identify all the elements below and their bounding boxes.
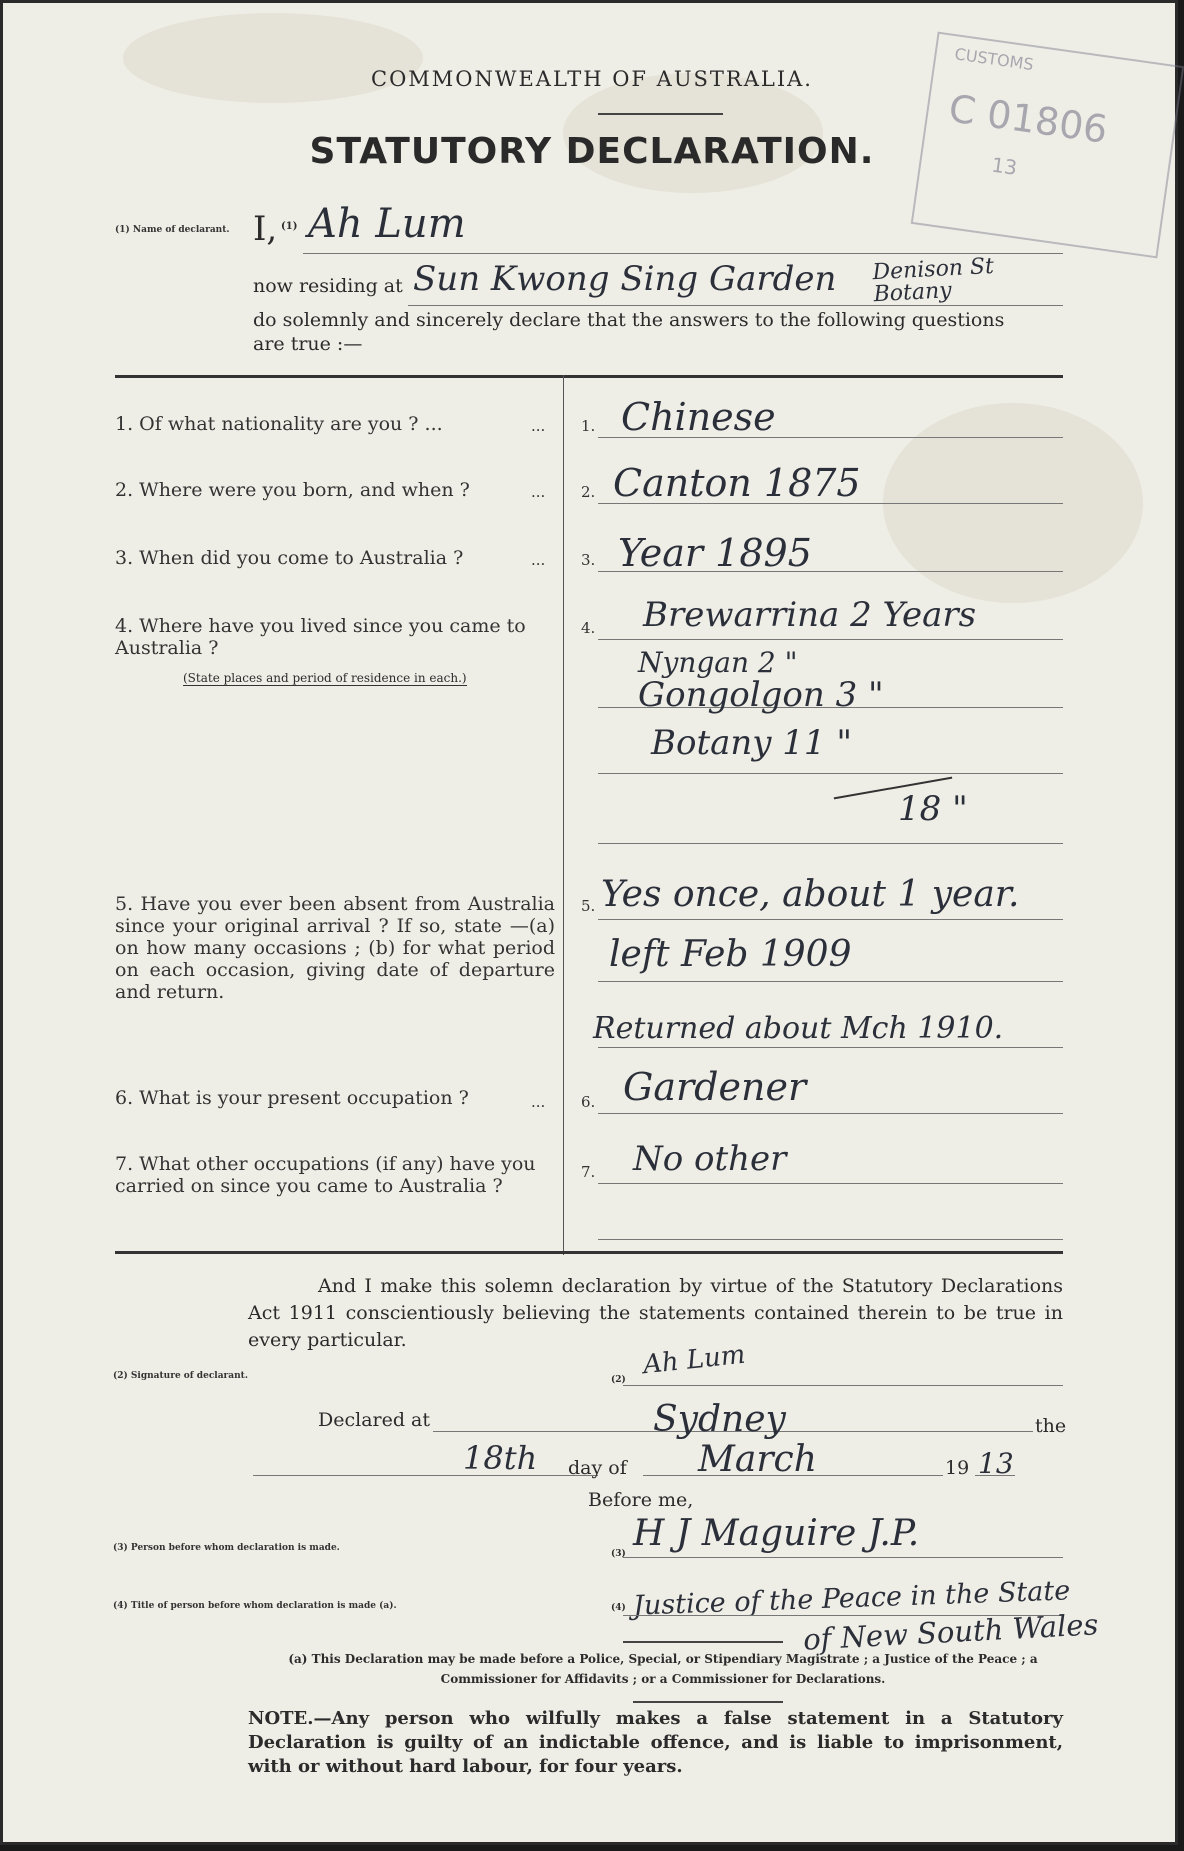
footnote-rule — [633, 1701, 783, 1703]
footnote: (a) This Declaration may be made before a Police, Special, or Stipendiary Magistrate ; a Justice of the Peace ; a Commissioner for Affidavits ; or a Commissioner for Declarations. — [288, 1652, 1038, 1686]
answer-6: Gardener — [623, 1065, 807, 1109]
declared-at-label: Declared at — [318, 1409, 431, 1431]
title-rule-short — [623, 1641, 783, 1643]
person-before-whom: H J Maguire J.P. — [633, 1513, 920, 1554]
answer-7-line — [598, 1183, 1063, 1184]
signature-marker: (2) — [611, 1375, 626, 1385]
question-4: 4. Where have you lived since you came to Australia ? — [115, 615, 526, 659]
answer-5-number: 5. — [581, 897, 596, 915]
answer-7-number: 7. — [581, 1163, 596, 1181]
signature-line — [623, 1385, 1063, 1386]
answer-6-line — [598, 1113, 1063, 1114]
residence-extra: Denison St Botany — [871, 253, 995, 308]
title-line-2: of New South Wales — [802, 1607, 1100, 1657]
title-marker: (4) — [611, 1603, 626, 1613]
question-5: 5. Have you ever been absent from Australia since your original arrival ? If so, state —(a) on how many occasions ; (b) for what period on each occasion, giving date of departure and return. — [115, 893, 555, 1003]
answer-7-line-2 — [598, 1239, 1063, 1240]
question-6-dots: ... — [531, 1093, 546, 1111]
answer-4-number: 4. — [581, 619, 596, 637]
answer-5-line-2: left Feb 1909 — [609, 934, 852, 975]
question-1-dots: ... — [531, 417, 546, 435]
table-top-rule — [115, 375, 1063, 378]
declarant-name: Ah Lum — [308, 201, 466, 247]
answer-4-line-2: Nyngan 2 " — [638, 646, 798, 679]
title-line-1: Justice of the Peace in the State — [632, 1575, 1071, 1622]
answer-4-total: 18 " — [898, 789, 968, 829]
before-me-label: Before me, — [588, 1489, 694, 1511]
stamp-number: C 01806 — [946, 86, 1111, 152]
day-of-label: day of — [568, 1457, 627, 1479]
declarant-marker: (1) — [281, 221, 298, 232]
answer-2: Canton 1875 — [613, 461, 861, 505]
are-true-text: are true :— — [253, 333, 363, 355]
answer-5-line-3: Returned about Mch 1910. — [593, 1011, 1004, 1046]
day-line — [253, 1475, 598, 1476]
residing-label: now residing at — [253, 275, 403, 297]
declarant-signature: Ah Lum — [641, 1339, 747, 1381]
stamp-year: 13 — [990, 152, 1019, 180]
answer-4-rule-3 — [598, 773, 1063, 774]
table-divider — [563, 375, 564, 1255]
table-bottom-rule — [115, 1251, 1063, 1254]
year-line — [975, 1475, 1015, 1476]
declared-year: 13 — [978, 1447, 1014, 1480]
declared-month: March — [698, 1439, 817, 1480]
stamp-office: CUSTOMS — [953, 44, 1035, 75]
answer-5-rule-3 — [598, 1047, 1063, 1048]
answer-1-line — [598, 437, 1063, 438]
answer-3: Year 1895 — [618, 531, 812, 575]
declare-text: do solemnly and sincerely declare that the answers to the following questions — [253, 309, 1005, 331]
title-margin-label: (4) Title of person before whom declaration is made (a). — [113, 1601, 397, 1611]
answer-3-number: 3. — [581, 551, 596, 569]
the-label: the — [1035, 1415, 1067, 1437]
answer-3-line — [598, 571, 1063, 572]
answer-1-number: 1. — [581, 417, 596, 435]
question-1: 1. Of what nationality are you ? ... — [115, 413, 443, 435]
answer-2-number: 2. — [581, 483, 596, 501]
answer-7: No other — [633, 1139, 787, 1179]
person-marker: (3) — [611, 1549, 626, 1559]
residence: Sun Kwong Sing Garden — [413, 259, 837, 299]
declarant-prefix: I, — [253, 209, 278, 249]
question-4-note: (State places and period of residence in each.) — [183, 671, 467, 685]
answer-4-line-3: Gongolgon 3 " — [638, 675, 884, 715]
residence-line — [408, 305, 1063, 306]
question-2-dots: ... — [531, 483, 546, 501]
declared-place: Sydney — [653, 1399, 786, 1440]
answer-5-line-1: Yes once, about 1 year. — [601, 874, 1020, 915]
warning-note: NOTE.—Any person who wilfully makes a false statement in a Statutory Declaration is guilty of an indictable offence, and is liable to imprisonment, with or without hard labour, for four years. — [248, 1708, 1063, 1777]
answer-6-number: 6. — [581, 1093, 596, 1111]
person-margin-label: (3) Person before whom declaration is made. — [113, 1543, 340, 1553]
question-7: 7. What other occupations (if any) have you carried on since you came to Australia ? — [115, 1153, 536, 1197]
page-title: STATUTORY DECLARATION. — [309, 131, 875, 172]
declaration-text: And I make this solemn declaration by virtue of the Statutory Declarations Act 1911 conscientiously believing the statements contained therein to be true in every particular. — [248, 1275, 1063, 1351]
answer-2-line — [598, 503, 1063, 504]
answer-1: Chinese — [621, 395, 776, 439]
answer-4-rule-1 — [598, 639, 1063, 640]
declarant-margin-label: (1) Name of declarant. — [115, 225, 230, 235]
name-line — [303, 253, 1063, 254]
person-line — [623, 1557, 1063, 1558]
year-prefix: 19 — [945, 1457, 970, 1479]
declared-day: 18th — [463, 1439, 538, 1477]
question-3: 3. When did you come to Australia ? — [115, 547, 464, 569]
question-6: 6. What is your present occupation ? — [115, 1087, 469, 1109]
answer-4-line-4: Botany 11 " — [651, 723, 853, 763]
header-rule — [598, 113, 723, 115]
answer-4-line-1: Brewarrina 2 Years — [643, 595, 977, 635]
country-heading: COMMONWEALTH OF AUSTRALIA. — [371, 67, 813, 91]
answer-5-rule-2 — [598, 981, 1063, 982]
signature-margin-label: (2) Signature of declarant. — [113, 1371, 248, 1381]
answer-5-rule-1 — [598, 919, 1063, 920]
answer-4-rule-4 — [598, 843, 1063, 844]
question-3-dots: ... — [531, 551, 546, 569]
question-2: 2. Where were you born, and when ? — [115, 479, 470, 501]
